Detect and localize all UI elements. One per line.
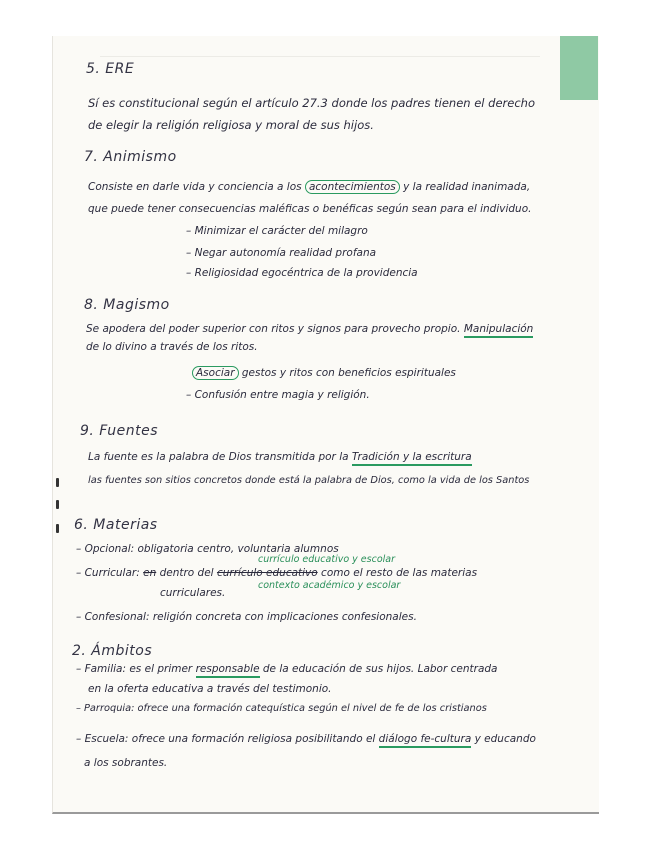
ere-line-2: de elegir la religión religiosa y moral de sus hijos. — [88, 118, 374, 132]
margin-mark — [56, 524, 59, 533]
materias-opcional: – Opcional: obligatoria centro, voluntaria alumnos — [76, 543, 339, 555]
section-heading-ere: 5. ERE — [86, 61, 135, 77]
magismo-text: Se apodera del poder superior con ritos y signos para provecho propio. — [86, 323, 461, 335]
green-annotation: currículo educativo y escolar — [258, 554, 396, 565]
faint-ruling — [100, 56, 540, 71]
struck-word: en — [143, 567, 157, 579]
materias-text: – Curricular: — [76, 567, 140, 579]
ambitos-parroquia: – Parroquia: ofrece una formación catequística según el nivel de fe de los cristianos — [76, 703, 487, 714]
margin-mark — [56, 478, 59, 487]
materias-text: dentro del — [159, 567, 214, 579]
fuentes-text: La fuente es la palabra de Dios transmitida por la — [88, 451, 349, 463]
animismo-bullet: – Religiosidad egocéntrica de la providencia — [186, 267, 418, 279]
ambitos-familia — [76, 662, 497, 676]
fuentes-line-3: las fuentes son sitios concretos donde está la palabra de Dios, como la vida de los Santos — [88, 475, 530, 486]
circled-word: acontecimientos — [305, 180, 400, 194]
ambitos-text: – Familia: es el primer — [76, 663, 193, 675]
animismo-line-2: que puede tener consecuencias maléficas o benéficas según sean para el individuo. — [88, 203, 532, 215]
circled-word: Asociar — [192, 366, 239, 380]
underlined-word: responsable — [196, 663, 260, 678]
ambitos-text: de la educación de sus hijos. Labor centrada — [262, 663, 498, 675]
animismo-text: Consiste en darle vida y conciencia a los — [88, 181, 302, 193]
green-annotation: contexto académico y escolar — [258, 580, 401, 591]
ambitos-text: y educando — [474, 733, 536, 745]
magismo-line-1 — [86, 322, 533, 336]
underlined-word: diálogo fe-cultura — [379, 733, 472, 748]
magismo-bullet: – Confusión entre magia y religión. — [186, 389, 370, 401]
ere-line-1: Sí es constitucional según el artículo 27.3 donde los padres tienen el derecho — [88, 96, 535, 110]
section-heading-animismo: 7. Animismo — [84, 149, 177, 165]
margin-mark — [56, 500, 59, 509]
materias-curricular — [76, 566, 477, 580]
underlined-word: Manipulación — [464, 323, 534, 338]
ambitos-escuela — [76, 732, 536, 746]
materias-confesional: – Confesional: religión concreta con implicaciones confesionales. — [76, 611, 417, 623]
animismo-line-1 — [88, 180, 530, 194]
animismo-bullet: – Negar autonomía realidad profana — [186, 247, 377, 259]
page-tab-marker — [560, 36, 598, 100]
section-heading-materias: 6. Materias — [74, 517, 158, 533]
magismo-bullet — [192, 366, 456, 380]
ambitos-text: – Escuela: ofrece una formación religiosa posibilitando el — [76, 733, 376, 745]
animismo-text: y la realidad inanimada, — [403, 181, 531, 193]
materias-text: como el resto de las materias — [321, 567, 478, 579]
ambitos-escuela-cont: a los sobrantes. — [84, 757, 168, 769]
magismo-text: gestos y ritos con beneficios espirituales — [241, 367, 456, 379]
section-heading-magismo: 8. Magismo — [84, 297, 170, 313]
section-heading-fuentes: 9. Fuentes — [80, 423, 159, 439]
struck-word: currículo educativo — [216, 567, 318, 579]
section-heading-ambitos: 2. Ámbitos — [72, 643, 153, 659]
ambitos-familia-cont: en la oferta educativa a través del testimonio. — [88, 683, 332, 695]
materias-curricular-cont: curriculares. — [160, 587, 226, 599]
animismo-bullet: – Minimizar el carácter del milagro — [186, 225, 368, 237]
underlined-word: Tradición y la escritura — [352, 451, 472, 466]
magismo-line-2: de lo divino a través de los ritos. — [86, 341, 258, 353]
fuentes-line-1 — [88, 450, 472, 464]
